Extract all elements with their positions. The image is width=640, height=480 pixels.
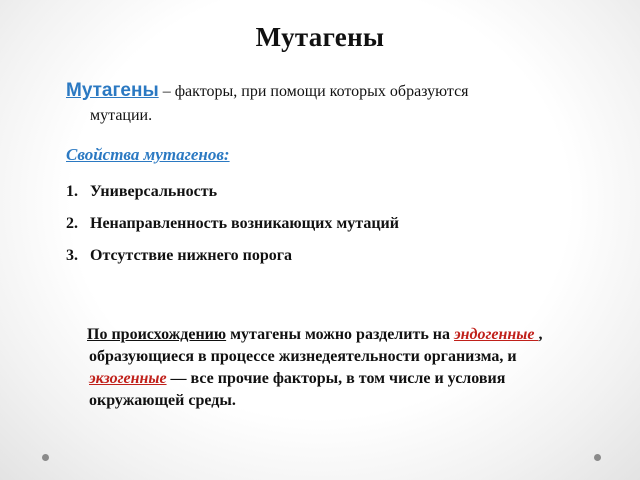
definition-text-line1: факторы, при помощи которых образуются (174, 83, 469, 100)
slide-title: Мутагены (255, 22, 385, 52)
right-bullet-dot-icon (594, 454, 601, 461)
origin-text-part1: мутагены можно разделить на (226, 326, 451, 343)
origin-lead: По происхождению (87, 326, 227, 343)
left-bullet-dot-icon (42, 454, 49, 461)
list-item-number: 1. (66, 183, 78, 200)
list-item-number: 3. (66, 247, 78, 264)
list-item-number: 2. (66, 215, 78, 232)
properties-heading: Свойства мутагенов: (66, 145, 230, 164)
list-item (66, 180, 399, 212)
origin-text-part2: , образующиеся в процессе жизнедеятельности организма, и (89, 326, 543, 365)
origin-paragraph (89, 324, 579, 412)
list-item (66, 212, 399, 244)
origin-text-part3: — все прочие факторы, в том числе и условия окружающей среды. (89, 370, 506, 409)
definition-paragraph (66, 79, 586, 128)
definition-term: Мутагены (66, 80, 159, 101)
properties-list (66, 180, 399, 276)
list-item (66, 244, 399, 276)
endogenous-term: эндогенные (454, 326, 539, 343)
list-item-text: Универсальность (90, 183, 218, 200)
exogenous-term: экзогенные (89, 370, 167, 387)
list-item-text: Ненаправленность возникающих мутаций (90, 215, 399, 232)
definition-text-line2: мутации. (90, 107, 153, 124)
list-item-text: Отсутствие нижнего порога (90, 247, 292, 264)
definition-dash: – (158, 83, 175, 100)
